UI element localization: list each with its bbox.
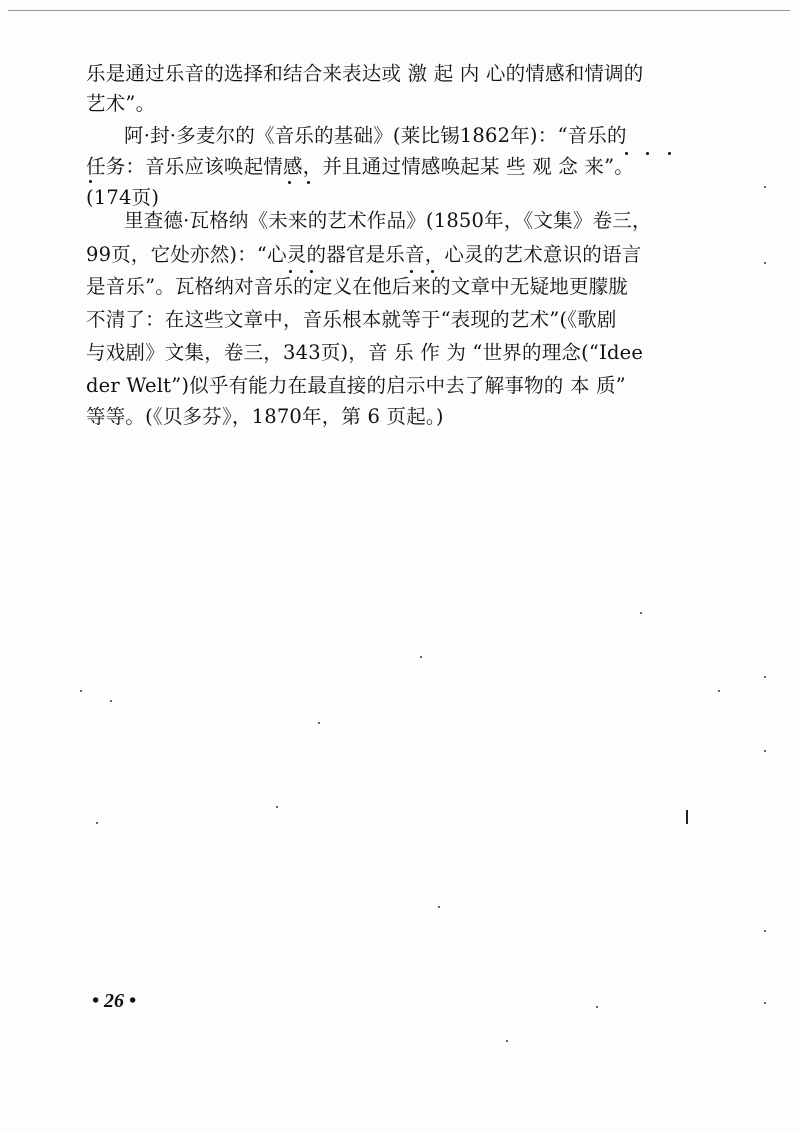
scan-speck (80, 690, 82, 692)
scan-speck (276, 806, 278, 808)
text-line: 等等。(《贝多芬》，1870年，第 6 页起。) (86, 405, 444, 428)
scan-speck (764, 1002, 766, 1004)
scan-speck (96, 822, 98, 824)
scan-speck (438, 906, 440, 908)
text-line: 与戏剧》文集，卷三，343页)，音 乐 作 为 “世界的理念(“Idee (86, 341, 644, 364)
emphasis-dot (668, 152, 671, 155)
page-number: • 26 • (92, 990, 137, 1012)
scan-speck (764, 676, 766, 678)
emphasis-dot (310, 270, 313, 273)
text-line: 里查德·瓦格纳《未来的艺术作品》(1850年，《文集》卷三， (124, 209, 652, 232)
emphasis-dot (410, 270, 413, 273)
scan-speck (764, 930, 766, 932)
text-line: 99页，它处亦然)：“心灵的器官是乐音，心灵的艺术意识的语言 (86, 243, 642, 266)
scan-speck (764, 262, 766, 264)
scan-mark (686, 810, 688, 824)
emphasis-dot (307, 181, 310, 184)
scan-speck (640, 612, 642, 614)
emphasis-dot (646, 152, 649, 155)
scan-speck (718, 690, 720, 692)
emphasis-dot (625, 152, 628, 155)
scan-speck (764, 186, 766, 188)
scan-speck (420, 656, 422, 658)
scan-speck (318, 722, 320, 724)
emphasis-dot (89, 180, 92, 183)
text-line: 阿·封·多麦尔的《音乐的基础》(莱比锡1862年)：“音乐的 (124, 124, 627, 147)
text-line: 乐是通过乐音的选择和结合来表达或 激 起 内 心的情感和情调的 (86, 62, 644, 85)
text-line: 是音乐”。瓦格纳对音乐的定义在他后来的文章中无疑地更朦胧 (86, 275, 629, 298)
emphasis-dot (431, 270, 434, 273)
text-line: 艺术”。 (86, 92, 156, 115)
scan-speck (110, 700, 112, 702)
text-line: (174页) (86, 186, 160, 209)
top-edge-rule (8, 10, 790, 11)
scan-speck (764, 750, 766, 752)
text-line: 任务：音乐应该唤起情感，并且通过情感唤起某 些 观 念 来”。 (86, 155, 634, 178)
scan-speck (596, 1006, 598, 1008)
emphasis-dot (289, 270, 292, 273)
text-line: der Welt”)似乎有能力在最直接的启示中去了解事物的 本 质” (86, 374, 626, 397)
emphasis-dot (288, 181, 291, 184)
scan-speck (506, 1040, 508, 1042)
text-line: 不清了：在这些文章中，音乐根本就等于“表现的艺术”(《歌剧 (86, 308, 617, 331)
